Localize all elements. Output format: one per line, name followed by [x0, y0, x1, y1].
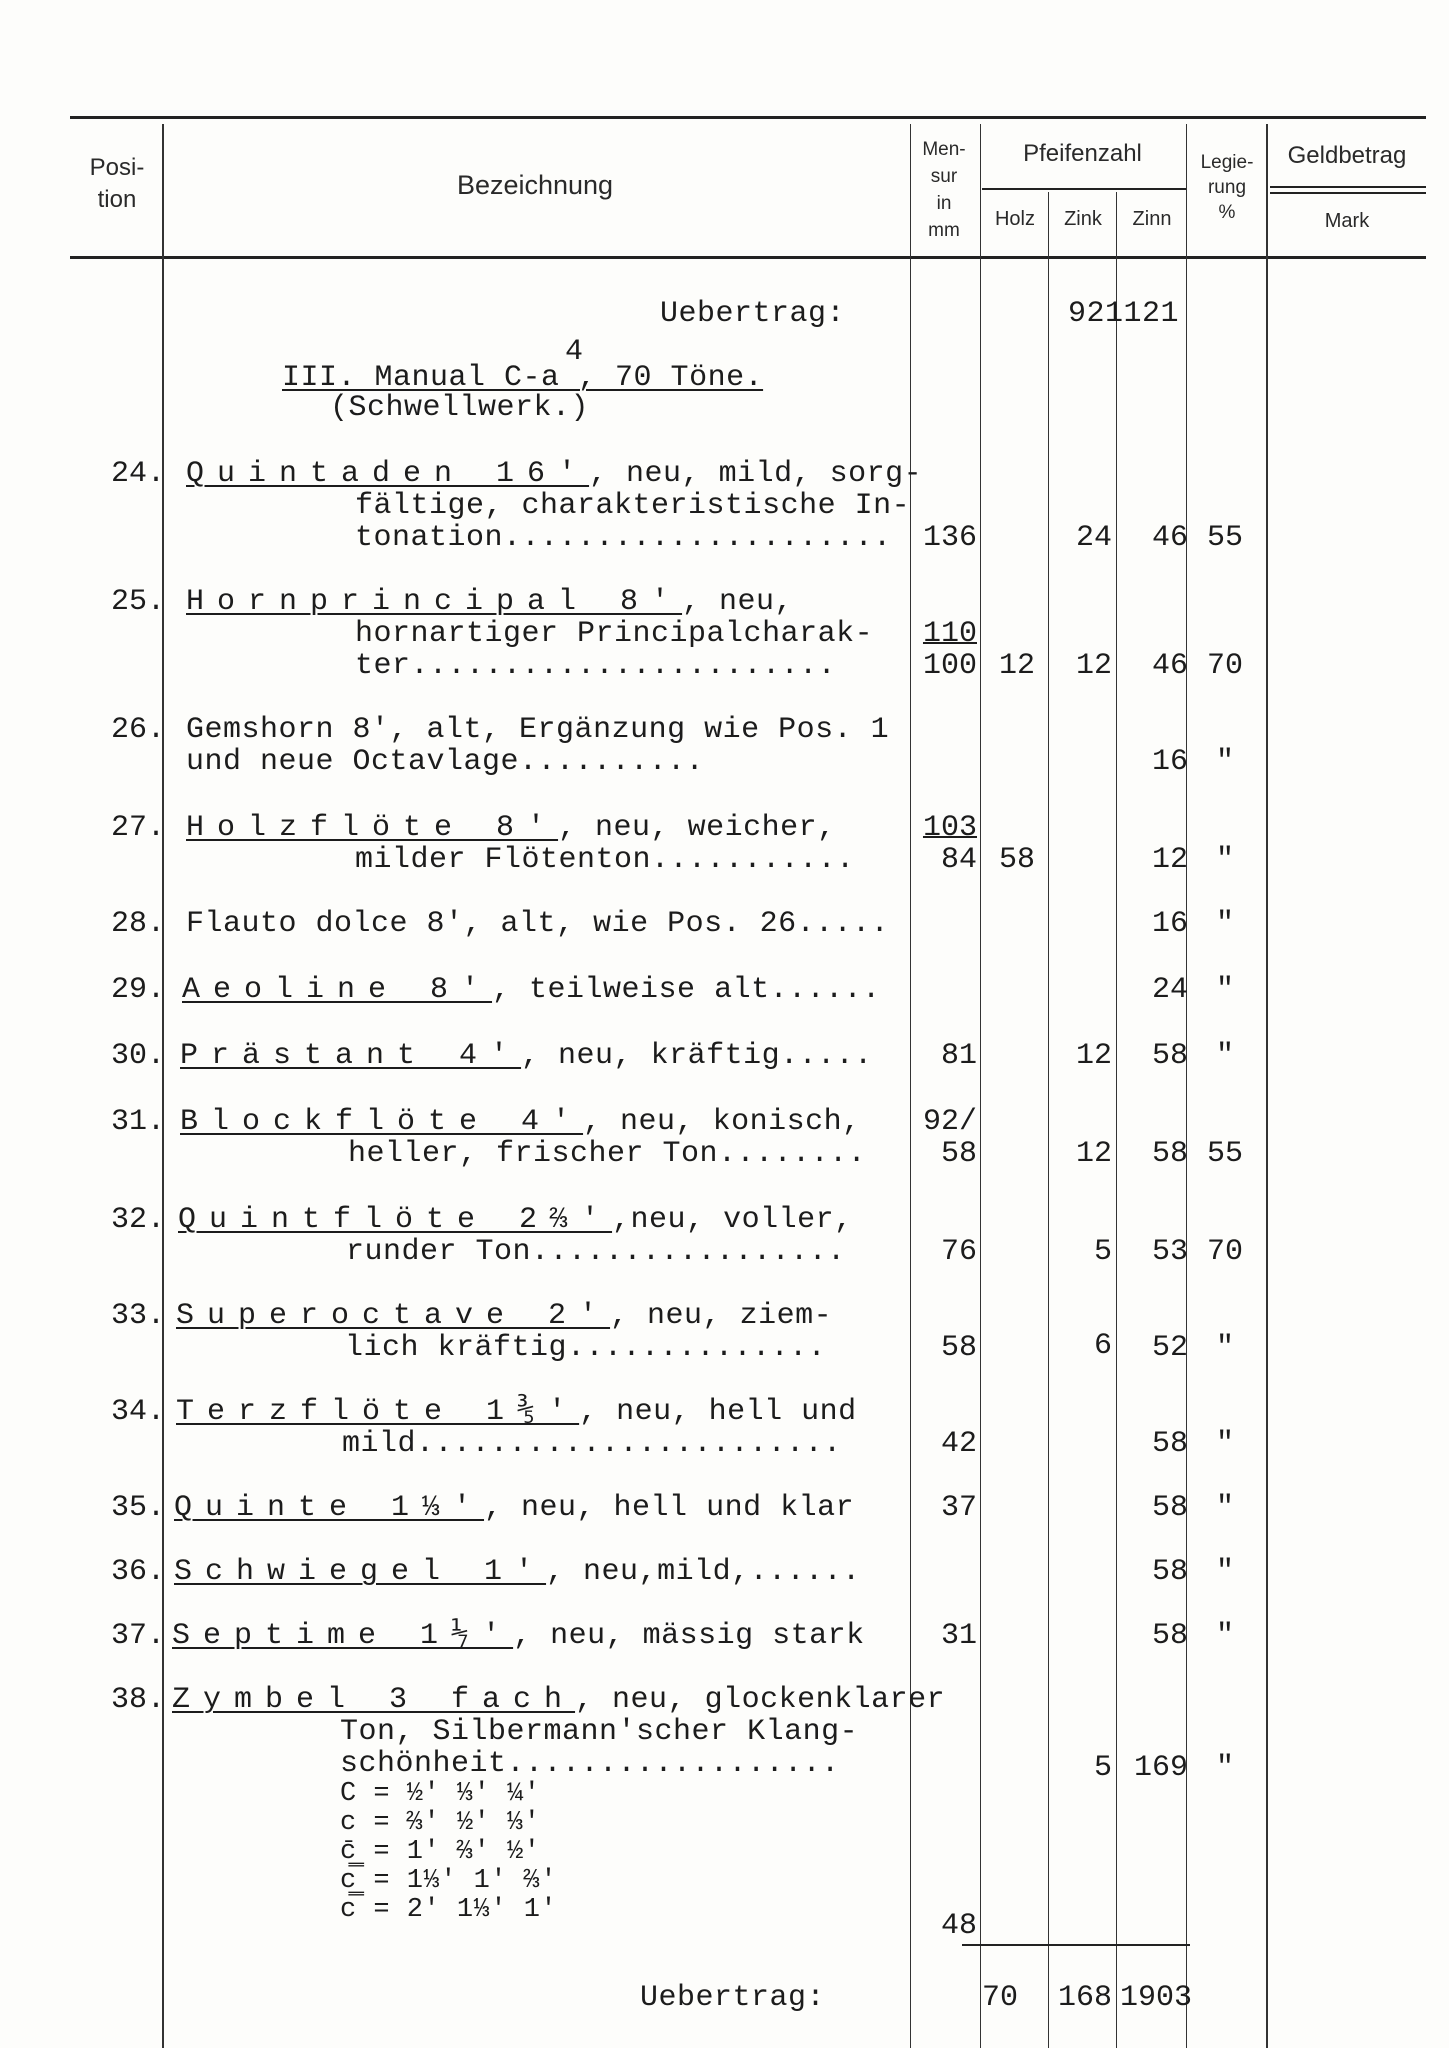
row-31-legierung: 55: [1206, 1137, 1243, 1171]
row-27-mensur: 84: [940, 843, 977, 877]
row-27-holz: 58: [998, 843, 1035, 877]
row-28-zinn: 16: [1151, 907, 1188, 941]
header-mensur: Men- sur in mm: [922, 139, 966, 241]
row-32-desc: ,neu, voller,: [612, 1203, 853, 1237]
row-37-mensur: 31: [940, 1619, 977, 1653]
row-30-desc: , neu, kräftig.....: [521, 1039, 873, 1073]
row-35-mensur: 37: [940, 1491, 977, 1525]
row-31-zinn: 58: [1151, 1137, 1188, 1171]
header-zink: Zink: [1064, 208, 1102, 230]
row-30-line1: [180, 1040, 873, 1072]
header-position: Posi- tion: [89, 154, 145, 213]
row-24-legierung: 55: [1206, 521, 1243, 555]
row-33-line1: [176, 1300, 832, 1332]
row-33-legierung: ": [1215, 1331, 1234, 1365]
row-30-zinn: 58: [1151, 1039, 1188, 1073]
header-mark: Mark: [1324, 210, 1370, 232]
pfeifenzahl-rule: [982, 188, 1187, 190]
row-38-line1: [172, 1684, 945, 1716]
row-33-line2: lich kräftig..............: [345, 1331, 827, 1365]
row-38-name: Zymbel 3 fach: [172, 1683, 576, 1717]
row-27-position: 27.: [110, 811, 165, 845]
row-26-legierung: ": [1215, 745, 1234, 779]
col-line-zink: [1116, 192, 1117, 2048]
row-25-mensur-top: 110: [922, 617, 977, 651]
row-38-zinn: 169: [1133, 1751, 1188, 1785]
header-pfeifenzahl: Pfeifenzahl: [1023, 140, 1142, 167]
row-36-position: 36.: [110, 1555, 165, 1589]
row-29-legierung: ": [1215, 973, 1234, 1007]
row-25-position: 25.: [110, 585, 165, 619]
row-38-mensur: 48: [940, 1909, 977, 1943]
section-subtitle: (Schwellwerk.): [330, 391, 590, 425]
row-37-name: Septime 1⅐': [172, 1619, 514, 1653]
row-30-legierung: ": [1215, 1039, 1234, 1073]
row-27-line1: [186, 812, 836, 844]
row-32-mensur: 76: [940, 1235, 977, 1269]
row-24-mensur: 136: [922, 521, 977, 555]
col-line-mensur: [980, 124, 981, 2048]
row-37-zinn: 58: [1151, 1619, 1188, 1653]
row-31-zink: 12: [1075, 1137, 1112, 1171]
carry-over-bottom-zinn: 1903: [1120, 1981, 1193, 2015]
row-24-zink: 24: [1075, 521, 1112, 555]
row-26-line2: und neue Octavlage..........: [186, 745, 705, 779]
row-25-line1: [186, 586, 793, 618]
col-line-legierung: [1266, 124, 1268, 2048]
carry-over-bottom-label: Uebertrag:: [640, 1981, 826, 2015]
row-26-position: 26.: [110, 713, 165, 747]
row-28-position: 28.: [110, 907, 165, 941]
row-33-mensur: 58: [940, 1331, 977, 1365]
carry-over-label: Uebertrag:: [660, 297, 846, 331]
col-line-position: [162, 124, 164, 2048]
row-38-zink: 5: [1093, 1751, 1112, 1785]
row-38-chord-1: C = ½' ⅓' ¼': [340, 1779, 541, 1809]
row-31-position: 31.: [110, 1105, 165, 1139]
row-31-line1: [180, 1106, 861, 1138]
col-line-designation: [910, 124, 911, 2048]
row-24-position: 24.: [110, 457, 165, 491]
row-35-desc: , neu, hell und klar: [484, 1491, 855, 1525]
row-29-line1: [182, 974, 881, 1006]
row-34-line1: [176, 1396, 857, 1428]
row-38-chord-2: c = ⅔' ½' ⅓': [340, 1808, 541, 1838]
row-25-holz: 12: [998, 649, 1035, 683]
row-27-mensur-top: 103: [922, 811, 977, 845]
row-31-name: Blockflöte 4': [180, 1105, 584, 1139]
row-26-line1: Gemshorn 8', alt, Ergänzung wie Pos. 1: [186, 713, 890, 747]
row-28-line1: Flauto dolce 8', alt, wie Pos. 26.....: [186, 907, 890, 941]
header-designation: Bezeichnung: [456, 170, 614, 200]
row-24-line1: [186, 458, 922, 490]
row-25-desc: , neu,: [682, 585, 794, 619]
row-32-zink: 5: [1093, 1235, 1112, 1269]
row-33-zinn: 52: [1151, 1331, 1188, 1365]
row-31-line2: heller, frischer Ton........: [348, 1137, 867, 1171]
row-24-line3: tonation.....................: [355, 521, 892, 555]
row-37-position: 37.: [110, 1619, 165, 1653]
row-36-line1: [174, 1556, 861, 1588]
row-34-zinn: 58: [1151, 1427, 1188, 1461]
row-38-chord-4: c̿ = 1⅓' 1' ⅔': [340, 1866, 558, 1896]
row-35-zinn: 58: [1151, 1491, 1188, 1525]
row-36-desc: , neu,mild,......: [546, 1555, 861, 1589]
row-37-legierung: ": [1215, 1619, 1234, 1653]
row-27-zinn: 12: [1151, 843, 1188, 877]
header-zinn: Zinn: [1132, 208, 1172, 230]
row-38-line3: schönheit..................: [340, 1747, 840, 1781]
row-33-position: 33.: [110, 1299, 165, 1333]
row-37-desc: , neu, mässig stark: [513, 1619, 865, 1653]
row-27-legierung: ": [1215, 843, 1234, 877]
row-27-desc: , neu, weicher,: [558, 811, 836, 845]
row-32-name: Quintflöte 2⅔': [178, 1203, 613, 1237]
row-36-legierung: ": [1215, 1555, 1234, 1589]
row-31-desc: , neu, konisch,: [583, 1105, 861, 1139]
row-33-name: Superoctave 2': [176, 1299, 611, 1333]
row-34-position: 34.: [110, 1395, 165, 1429]
header-legierung: Legie- rung %: [1200, 152, 1254, 223]
carry-over-bottom-zink: 168: [1057, 1981, 1112, 2015]
row-35-line1: [174, 1492, 854, 1524]
row-29-position: 29.: [110, 973, 165, 1007]
row-27-name: Holzflöte 8': [186, 811, 559, 845]
row-33-desc: , neu, ziem-: [610, 1299, 833, 1333]
row-34-line2: mild.......................: [342, 1427, 842, 1461]
row-25-name: Hornprincipal 8': [186, 585, 683, 619]
carry-over-bottom-holz: 70: [982, 1981, 1019, 2015]
row-25-zinn: 46: [1151, 649, 1188, 683]
row-35-legierung: ": [1215, 1491, 1234, 1525]
row-26-zinn: 16: [1151, 745, 1188, 779]
row-38-desc: , neu, glockenklarer: [575, 1683, 946, 1717]
row-25-mensur: 100: [922, 649, 977, 683]
carry-over-value: 921121: [1068, 297, 1180, 331]
row-25-zink: 12: [1075, 649, 1112, 683]
row-37-line1: [172, 1620, 865, 1652]
row-27-line2: milder Flötenton...........: [355, 843, 855, 877]
row-24-desc: , neu, mild, sorg-: [589, 457, 923, 491]
sum-rule: [962, 1944, 1190, 1946]
row-29-desc: , teilweise alt......: [492, 973, 881, 1007]
row-24-zinn: 46: [1151, 521, 1188, 555]
row-38-line2: Ton, Silbermann'scher Klang-: [340, 1715, 859, 1749]
row-29-name: Aeoline 8': [182, 973, 493, 1007]
row-25-line2: hornartiger Principalcharak-: [355, 617, 874, 651]
row-31-mensur-top: 92/: [922, 1105, 977, 1139]
row-31-mensur: 58: [940, 1137, 977, 1171]
row-36-zinn: 58: [1151, 1555, 1188, 1589]
row-34-desc: , neu, hell und: [579, 1395, 857, 1429]
row-35-position: 35.: [110, 1491, 165, 1525]
row-24-name: Quintaden 16': [186, 457, 590, 491]
row-38-chord-5: c̿ = 2' 1⅓' 1': [340, 1895, 558, 1925]
geldbetrag-rule-2: [1270, 192, 1426, 194]
row-32-legierung: 70: [1206, 1235, 1243, 1269]
row-34-legierung: ": [1215, 1427, 1234, 1461]
row-32-zinn: 53: [1151, 1235, 1188, 1269]
row-33-zink: 6: [1093, 1329, 1112, 1363]
row-25-legierung: 70: [1206, 649, 1243, 683]
row-30-mensur: 81: [940, 1039, 977, 1073]
row-28-legierung: ": [1215, 907, 1234, 941]
row-38-chord-3: c̄ = 1' ⅔' ½': [340, 1837, 541, 1867]
section-superscript: 4: [565, 335, 584, 369]
geldbetrag-rule-1: [1270, 186, 1426, 188]
row-34-name: Terzflöte 1⅗': [176, 1395, 580, 1429]
section-title: III. Manual C-a , 70 Töne.: [282, 361, 764, 395]
row-30-position: 30.: [110, 1039, 165, 1073]
row-29-zinn: 24: [1151, 973, 1188, 1007]
header-geldbetrag: Geldbetrag: [1287, 142, 1407, 169]
header-holz: Holz: [994, 208, 1035, 230]
row-32-line2: runder Ton.................: [346, 1235, 846, 1269]
row-25-line3: ter.......................: [355, 649, 837, 683]
row-38-position: 38.: [110, 1683, 165, 1717]
row-35-name: Quinte 1⅓': [174, 1491, 485, 1525]
row-24-line2: fältige, charakteristische In-: [355, 489, 911, 523]
row-38-legierung: ": [1215, 1751, 1234, 1785]
row-32-line1: [178, 1204, 853, 1236]
top-rule: [70, 116, 1426, 119]
header-bottom-rule: [70, 256, 1426, 259]
row-36-name: Schwiegel 1': [174, 1555, 547, 1589]
col-line-holz: [1048, 192, 1049, 2048]
row-32-position: 32.: [110, 1203, 165, 1237]
row-34-mensur: 42: [940, 1427, 977, 1461]
row-30-zink: 12: [1075, 1039, 1112, 1073]
row-30-name: Prästant 4': [180, 1039, 522, 1073]
